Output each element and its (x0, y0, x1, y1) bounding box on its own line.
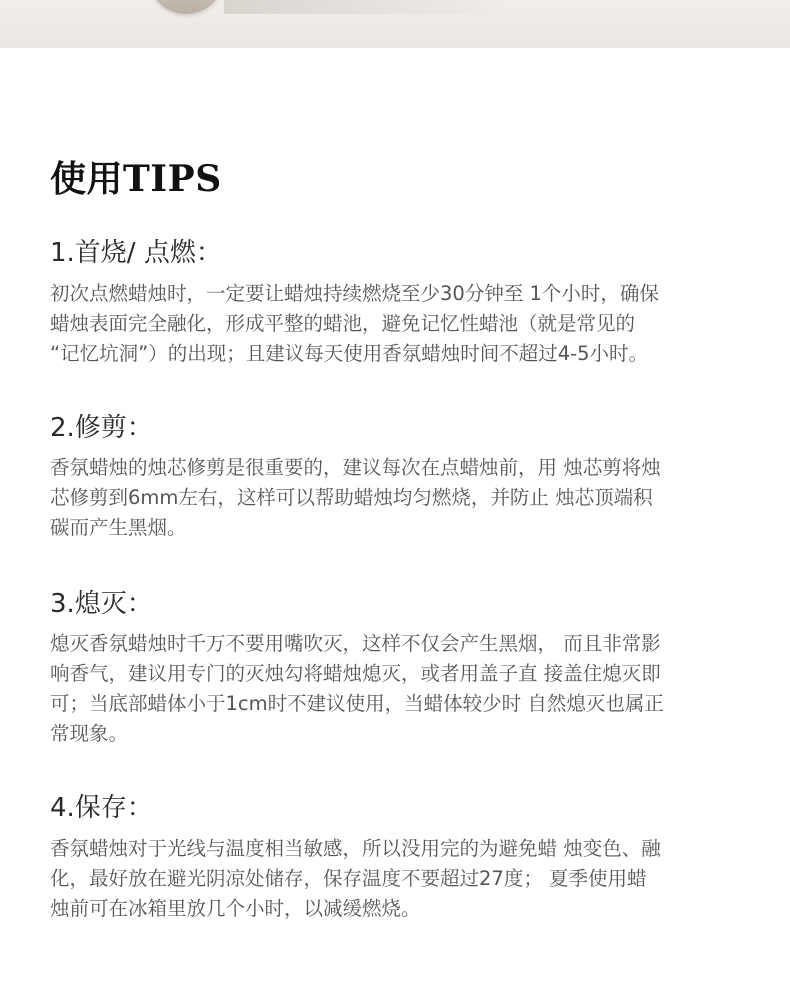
tip-title: 1.首烧/ 点燃： (50, 238, 222, 268)
tip-body (50, 279, 742, 369)
tip-body-line: “记忆坑洞”）的出现；且建议每天使用香氛蜡烛时间不超过4-5小时。 (50, 342, 649, 365)
photo-shadow (224, 0, 514, 14)
tip-body-line: 化，最好放在避光阴凉处储存，保存温度不要超过27度； 夏季使用蜡 (50, 867, 647, 890)
tip-title: 3.熄灭： (50, 589, 153, 619)
tip-title: 2.修剪： (50, 413, 153, 443)
tip-body-line: 烛前可在冰箱里放几个小时，以减缓燃烧。 (50, 897, 421, 920)
tip-body-line: 可；当底部蜡体小于1cm时不建议使用，当蜡体较少时 自然熄灭也属正 (50, 692, 664, 715)
product-photo-strip (0, 0, 790, 48)
tip-body (50, 629, 742, 749)
tip-body (50, 453, 742, 543)
tip-body (50, 834, 742, 924)
tip-body-line: 熄灭香氛蜡烛时千万不要用嘴吹灭，这样不仅会产生黑烟， 而且非常影 (50, 632, 661, 655)
tip-body-line: 初次点燃蜡烛时，一定要让蜡烛持续燃烧至少30分钟至 1个小时，确保 (50, 282, 659, 305)
tip-body-line: 碳而产生黑烟。 (50, 516, 187, 539)
tip-body-line: 香氛蜡烛的烛芯修剪是很重要的，建议每次在点蜡烛前，用 烛芯剪将烛 (50, 456, 661, 479)
page-title: 使用TIPS (50, 158, 222, 200)
tip-body-line: 芯修剪到6mm左右，这样可以帮助蜡烛均匀燃烧，并防止 烛芯顶端积 (50, 486, 653, 509)
tip-body-line: 常现象。 (50, 722, 129, 745)
candle-base-image (148, 0, 224, 14)
tip-body-line: 蜡烛表面完全融化，形成平整的蜡池，避免记忆性蜡池（就是常见的 (50, 312, 636, 335)
tip-title: 4.保存： (50, 793, 153, 823)
tip-body-line: 响香气，建议用专门的灭烛勾将蜡烛熄灭，或者用盖子直 接盖住熄灭即 (50, 662, 661, 685)
tip-body-line: 香氛蜡烛对于光线与温度相当敏感，所以没用完的为避免蜡 烛变色、融 (50, 837, 661, 860)
